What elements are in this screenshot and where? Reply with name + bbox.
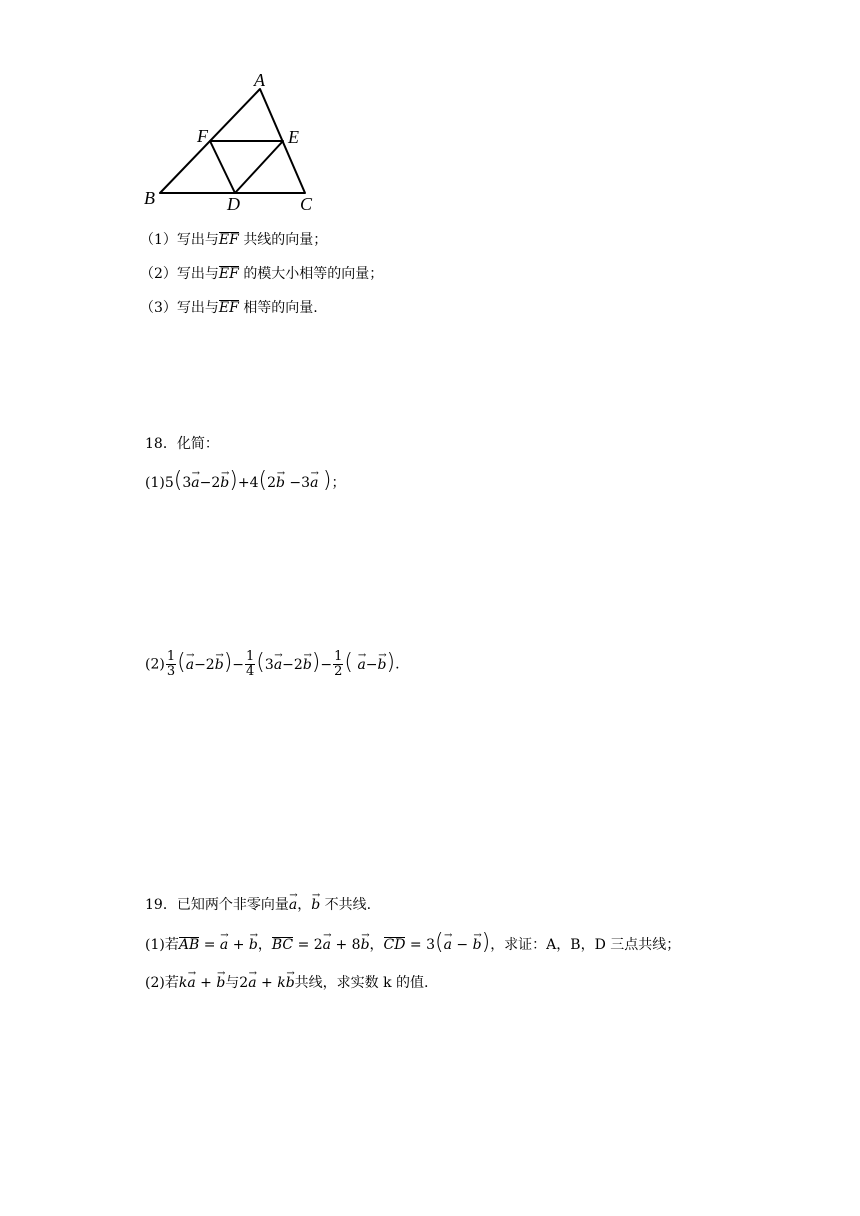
q19-part1-label: (1)若: [145, 937, 179, 953]
q18-part1-tail: ；: [331, 475, 346, 491]
q18-title: 18．化简：: [145, 436, 219, 452]
vector-ef: EF: [218, 232, 239, 248]
q19-title-pre: 19．已知两个非零向量: [145, 897, 289, 913]
triangle-figure: [140, 66, 340, 216]
label-f: F: [197, 126, 208, 146]
q18-part2: [145, 650, 400, 679]
q19-title-post: 不共线.: [324, 897, 372, 913]
vector-ef: EF: [218, 266, 239, 282]
q17-part2-pre: （2）写出与: [140, 266, 219, 282]
q17-part1: [140, 231, 327, 249]
q19-expression-a: k→ a + → b: [179, 975, 225, 991]
label-e: E: [288, 127, 299, 147]
q17-part3-pre: （3）写出与: [140, 300, 219, 316]
q19-part2: [145, 974, 429, 992]
label-a: A: [254, 70, 265, 90]
q19-part1-proof: ，求证：A，B，D 三点共线；: [490, 937, 681, 953]
label-b: B: [144, 188, 155, 208]
label-d: D: [227, 194, 240, 214]
triangle-def: [210, 141, 283, 193]
q18-expression1: 5(3→ a−2→ b)+4(2→ b −3→ a ): [165, 475, 332, 491]
q17-part3: [140, 299, 318, 317]
q18-expression2: $\frac{1}{3}$ (→ a−2→ b)− $\frac{1}{4}$ (3→ a−2→ b)− $\frac{1}{2}$ ( → a−→ b): [165, 657, 395, 673]
q17-part2: [140, 265, 383, 283]
q18-part2-label: (2): [145, 656, 165, 673]
q19-title-sep: ，: [297, 897, 312, 913]
q17-part2-post: 的模大小相等的向量；: [243, 266, 384, 282]
q18-part1: [145, 468, 346, 493]
q17-part1-pre: （1）写出与: [140, 232, 219, 248]
q18-part1-label: (1): [145, 475, 165, 491]
q19-part1: [145, 930, 681, 955]
q19-part2-post: 共线，求实数 k 的值.: [294, 975, 429, 991]
q17-part1-post: 共线的向量；: [243, 232, 328, 248]
q19-title: 19．已知两个非零向量→ a，→ b 不共线.: [145, 896, 371, 914]
q17-part3-post: 相等的向量.: [243, 300, 318, 316]
label-c: C: [300, 194, 313, 214]
q19-conditions: AB = → a + → b，BC = 2→ a + 8→ b，CD = 3(→ a − → b): [179, 937, 490, 953]
vector-ef: EF: [218, 300, 239, 316]
q19-part2-mid: 与: [225, 975, 240, 991]
q18-part2-tail: .: [395, 656, 400, 673]
q19-expression-b: 2→ a + k→ b: [239, 975, 294, 991]
q19-part2-label: (2)若: [145, 975, 179, 991]
